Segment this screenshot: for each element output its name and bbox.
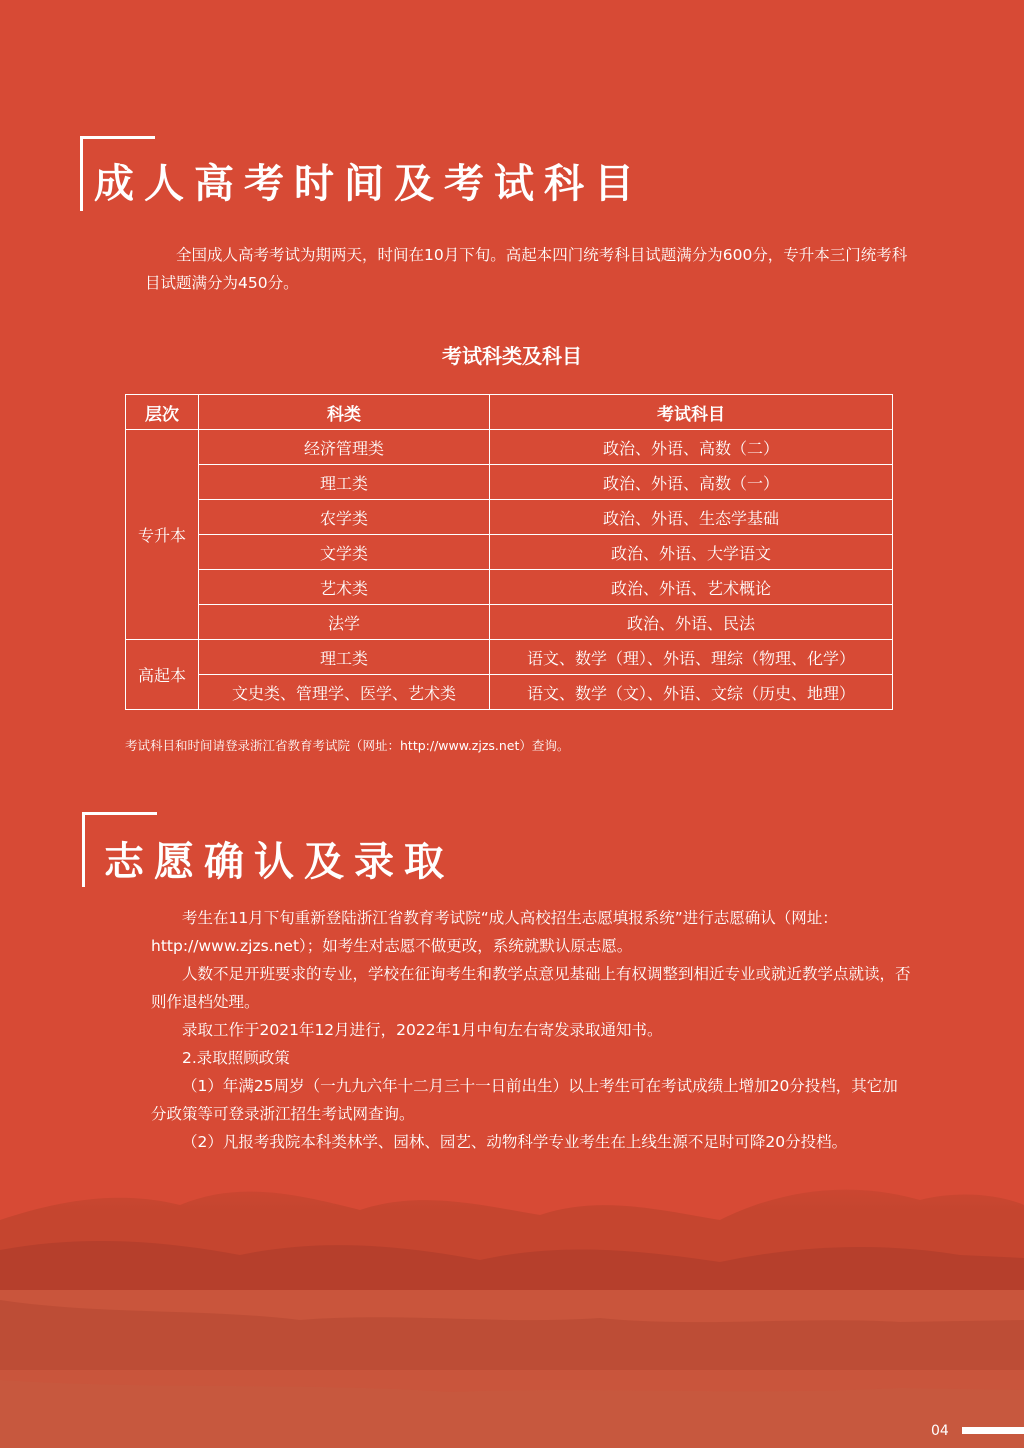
table-row xyxy=(126,570,893,605)
header-subjects: 考试科目 xyxy=(490,395,893,430)
exam-subjects-table xyxy=(125,394,893,710)
subjects-cell: 语文、数学（理）、外语、理综（物理、化学） xyxy=(490,640,893,675)
category-cell: 法学 xyxy=(199,605,490,640)
table-row xyxy=(126,605,893,640)
category-cell: 农学类 xyxy=(199,500,490,535)
section2-paragraph: （2）凡报考我院本科类林学、园林、园艺、动物科学专业考生在上线生源不足时可降20分投档。 xyxy=(182,1133,848,1151)
category-cell: 理工类 xyxy=(199,465,490,500)
lake-scenery-background xyxy=(0,1150,1024,1448)
table-title: 考试科类及科目 xyxy=(442,344,582,368)
category-cell: 经济管理类 xyxy=(199,430,490,465)
section1-intro-text: 全国成人高考考试为期两天，时间在10月下旬。高起本四门统考科目试题满分为600分，专升本三门统考科目试题满分为450分。 xyxy=(145,246,908,292)
header-level: 层次 xyxy=(126,395,199,430)
section2-paragraph: 考生在11月下旬重新登陆浙江省教育考试院“成人高校招生志愿填报系统”进行志愿确认（网址：http://www.zjzs.net）；如考生对志愿不做更改，系统就默认原志愿。 xyxy=(151,909,838,955)
table-header-row xyxy=(126,395,893,430)
table-row xyxy=(126,640,893,675)
section2-paragraph: 人数不足开班要求的专业，学校在征询考生和教学点意见基础上有权调整到相近专业或就近教学点就读，否则作退档处理。 xyxy=(151,965,911,1011)
category-cell: 文学类 xyxy=(199,535,490,570)
page-number-rule xyxy=(962,1427,1024,1434)
table-row xyxy=(126,430,893,465)
category-cell: 理工类 xyxy=(199,640,490,675)
subjects-cell: 政治、外语、大学语文 xyxy=(490,535,893,570)
category-cell: 艺术类 xyxy=(199,570,490,605)
section1-intro xyxy=(145,241,915,297)
section2-body xyxy=(151,904,911,1156)
level-cell: 专升本 xyxy=(126,430,199,640)
subjects-cell: 政治、外语、艺术概论 xyxy=(490,570,893,605)
page-number: 04 xyxy=(931,1423,949,1439)
subjects-cell: 政治、外语、高数（一） xyxy=(490,465,893,500)
category-cell: 文史类、管理学、医学、艺术类 xyxy=(199,675,490,710)
table-note: 考试科目和时间请登录浙江省教育考试院（网址：http://www.zjzs.net）查询。 xyxy=(125,738,570,753)
table-row xyxy=(126,675,893,710)
header-category: 科类 xyxy=(199,395,490,430)
section2-paragraph: （1）年满25周岁（一九九六年十二月三十一日前出生）以上考生可在考试成绩上增加20分投档，其它加分政策等可登录浙江招生考试网查询。 xyxy=(151,1077,898,1123)
subjects-cell: 政治、外语、民法 xyxy=(490,605,893,640)
section2-title: 志愿确认及录取 xyxy=(104,838,454,885)
level-cell: 高起本 xyxy=(126,640,199,710)
section2-paragraph: 录取工作于2021年12月进行，2022年1月中旬左右寄发录取通知书。 xyxy=(182,1021,663,1039)
table-row xyxy=(126,500,893,535)
subjects-cell: 政治、外语、高数（二） xyxy=(490,430,893,465)
section2-paragraph: 2.录取照顾政策 xyxy=(182,1049,290,1067)
section1-title: 成人高考时间及考试科目 xyxy=(94,160,644,207)
table-row xyxy=(126,465,893,500)
subjects-cell: 语文、数学（文）、外语、文综（历史、地理） xyxy=(490,675,893,710)
table-row xyxy=(126,535,893,570)
subjects-cell: 政治、外语、生态学基础 xyxy=(490,500,893,535)
